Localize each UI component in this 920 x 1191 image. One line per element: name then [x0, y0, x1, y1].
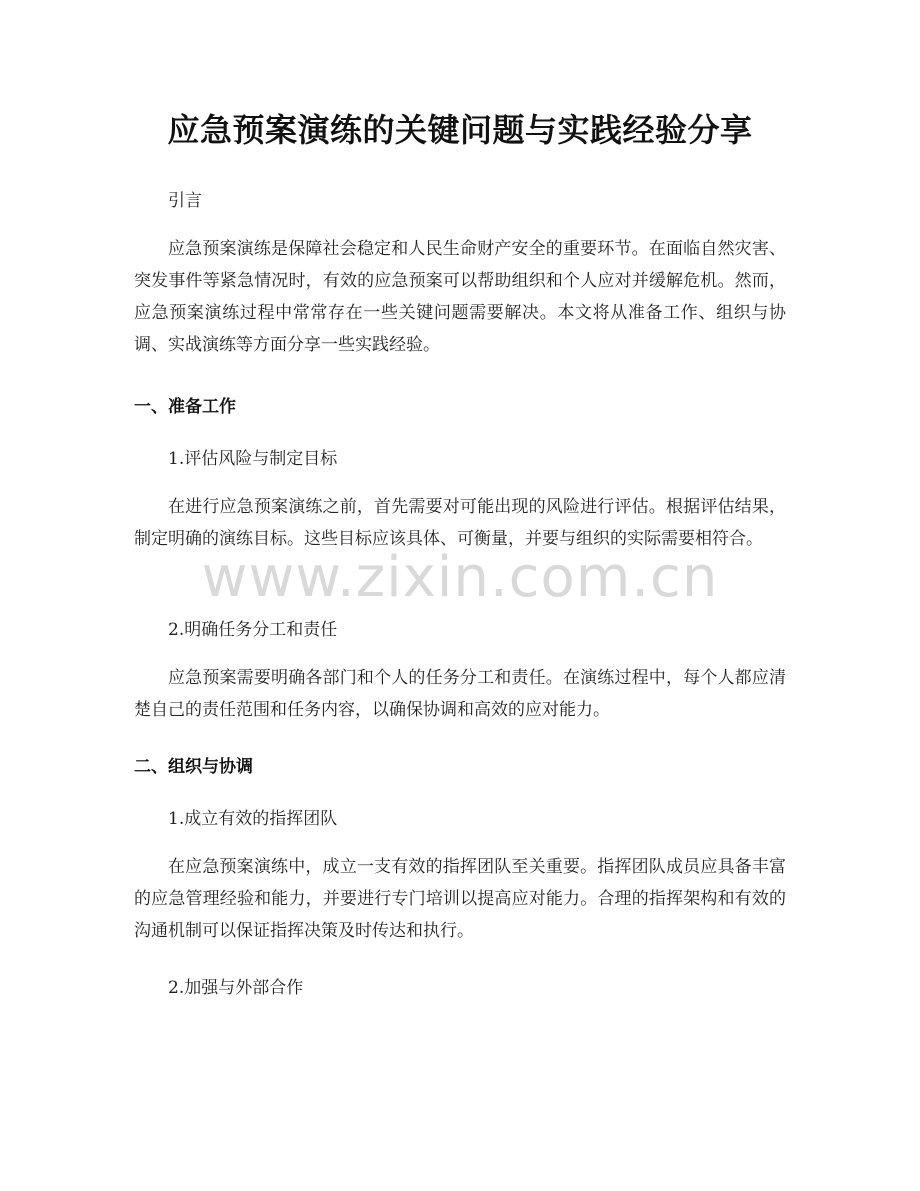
subheading-task-division: 2.明确任务分工和责任	[168, 620, 338, 640]
intro-paragraph: 应急预案演练是保障社会稳定和人民生命财产安全的重要环节。在面临自然灾害、突发事件等紧急情况时，有效的应急预案可以帮助组织和个人应对并缓解危机。然而，应急预案演练过程中常常存在一些关键问题需要解决。本文将从准备工作、组织与协调、实战演练等方面分享一些实践经验。	[134, 239, 786, 355]
document-title: 应急预案演练的关键问题与实践经验分享	[167, 111, 753, 149]
paragraph-task-division: 应急预案需要明确各部门和个人的任务分工和责任。在演练过程中，每个人都应清楚自己的责任范围和任务内容，以确保协调和高效的应对能力。	[134, 668, 786, 720]
section-heading-preparation: 一、准备工作	[134, 397, 236, 417]
intro-label: 引言	[168, 191, 202, 211]
watermark: www.zixin.com.cn	[201, 545, 719, 610]
subheading-command-team: 1.成立有效的指挥团队	[168, 809, 338, 829]
paragraph-command-team: 在应急预案演练中，成立一支有效的指挥团队至关重要。指挥团队成员应具备丰富的应急管理经验和能力，并要进行专门培训以提高应对能力。合理的指挥架构和有效的沟通机制可以保证指挥决策及时传达和执行。	[134, 857, 786, 941]
paragraph-risk-assessment: 在进行应急预案演练之前，首先需要对可能出现的风险进行评估。根据评估结果，制定明确的演练目标。这些目标应该具体、可衡量，并要与组织的实际需要相符合。	[134, 497, 786, 549]
section-heading-organization: 二、组织与协调	[134, 757, 253, 777]
subheading-risk-assessment: 1.评估风险与制定目标	[168, 449, 338, 469]
subheading-external-cooperation: 2.加强与外部合作	[168, 978, 304, 998]
